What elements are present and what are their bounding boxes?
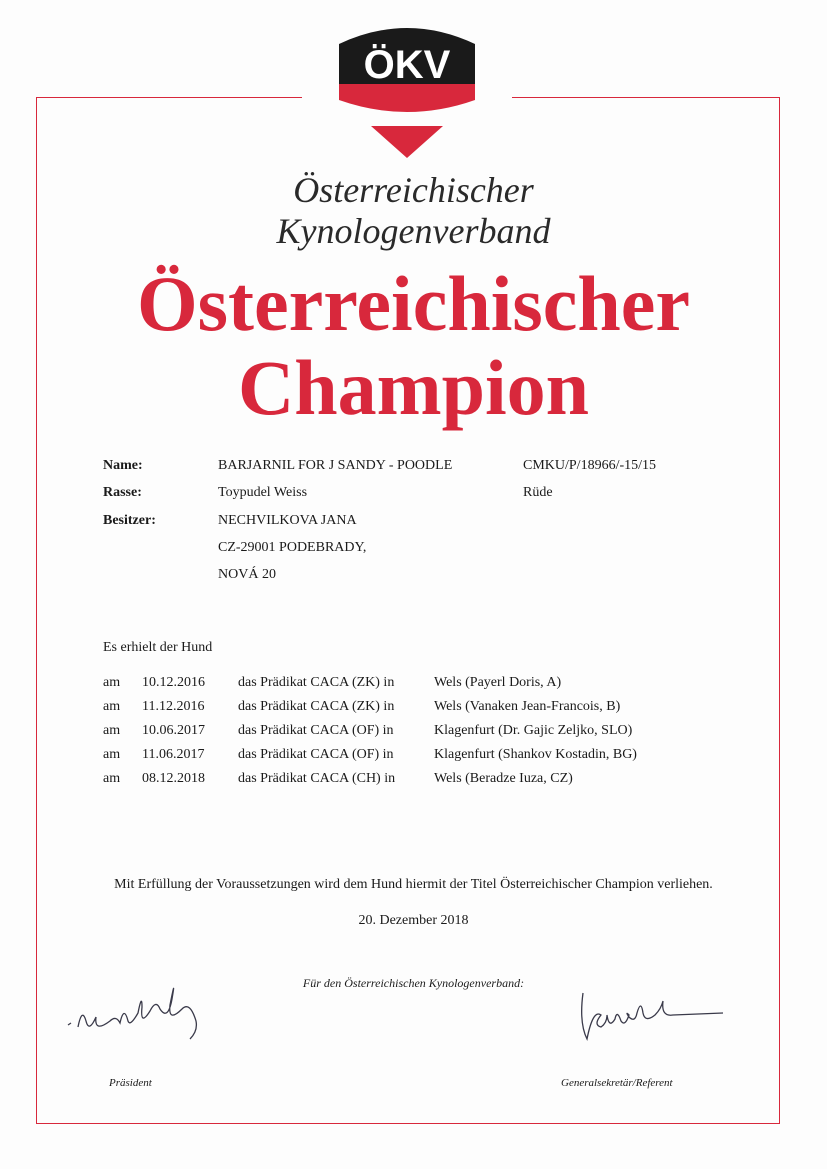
frame-bottom xyxy=(36,1123,780,1124)
result-date: 11.12.2016 xyxy=(142,699,205,714)
conferral-statement: Mit Erfüllung der Voraussetzungen wird dem Hund hiermit der Titel Österreichischer Champion verliehen. xyxy=(114,877,713,892)
organization-line-2: Kynologenverband xyxy=(276,211,551,251)
result-date: 10.12.2016 xyxy=(142,675,205,690)
result-place: Klagenfurt (Dr. Gajic Zeljko, SLO) xyxy=(434,723,633,738)
frame-top-right xyxy=(512,97,780,98)
breed-label: Rasse: xyxy=(103,485,142,500)
results-intro: Es erhielt der Hund xyxy=(103,640,213,655)
result-predicate: das Prädikat CACA (ZK) in xyxy=(238,699,395,714)
title-line-1: Österreichischer xyxy=(136,260,690,347)
secretary-role: Generalsekretär/Referent xyxy=(561,1077,673,1089)
result-predicate: das Prädikat CACA (OF) in xyxy=(238,723,394,738)
owner-address-1: CZ-29001 PODEBRADY, xyxy=(218,540,367,555)
president-signature xyxy=(60,985,260,1055)
result-place: Wels (Vanaken Jean-Francois, B) xyxy=(434,699,621,714)
result-date: 11.06.2017 xyxy=(142,747,205,762)
result-place: Wels (Beradze Iuza, CZ) xyxy=(434,771,573,786)
president-role: Präsident xyxy=(109,1077,152,1089)
registration-number: CMKU/P/18966/-15/15 xyxy=(523,458,657,473)
frame-right xyxy=(779,97,780,1124)
result-am: am xyxy=(103,699,121,714)
dog-breed: Toypudel Weiss xyxy=(218,485,308,500)
logo-text: ÖKV xyxy=(363,43,451,87)
result-date: 10.06.2017 xyxy=(142,723,205,738)
result-predicate: das Prädikat CACA (ZK) in xyxy=(238,675,395,690)
result-date: 08.12.2018 xyxy=(142,771,205,786)
organization-line-1: Österreichischer xyxy=(293,170,534,210)
title-line-2: Champion xyxy=(237,344,590,431)
issue-date: 20. Dezember 2018 xyxy=(358,913,469,928)
result-am: am xyxy=(103,675,121,690)
dog-name: BARJARNIL FOR J SANDY - POODLE xyxy=(218,458,453,473)
secretary-signature xyxy=(555,985,745,1055)
result-place: Wels (Payerl Doris, A) xyxy=(434,675,562,690)
result-predicate: das Prädikat CACA (OF) in xyxy=(238,747,394,762)
name-label: Name: xyxy=(103,458,143,473)
result-am: am xyxy=(103,747,121,762)
result-am: am xyxy=(103,771,121,786)
okv-logo xyxy=(331,22,483,160)
for-organization: Für den Österreichischen Kynologenverband: xyxy=(302,976,525,990)
owner-address-2: NOVÁ 20 xyxy=(218,567,276,582)
dog-sex: Rüde xyxy=(523,485,553,500)
owner-name: NECHVILKOVA JANA xyxy=(218,513,357,528)
owner-label: Besitzer: xyxy=(103,513,156,528)
frame-top-left xyxy=(36,97,302,98)
result-place: Klagenfurt (Shankov Kostadin, BG) xyxy=(434,747,637,762)
frame-left xyxy=(36,97,37,1124)
result-predicate: das Prädikat CACA (CH) in xyxy=(238,771,396,786)
result-am: am xyxy=(103,723,121,738)
